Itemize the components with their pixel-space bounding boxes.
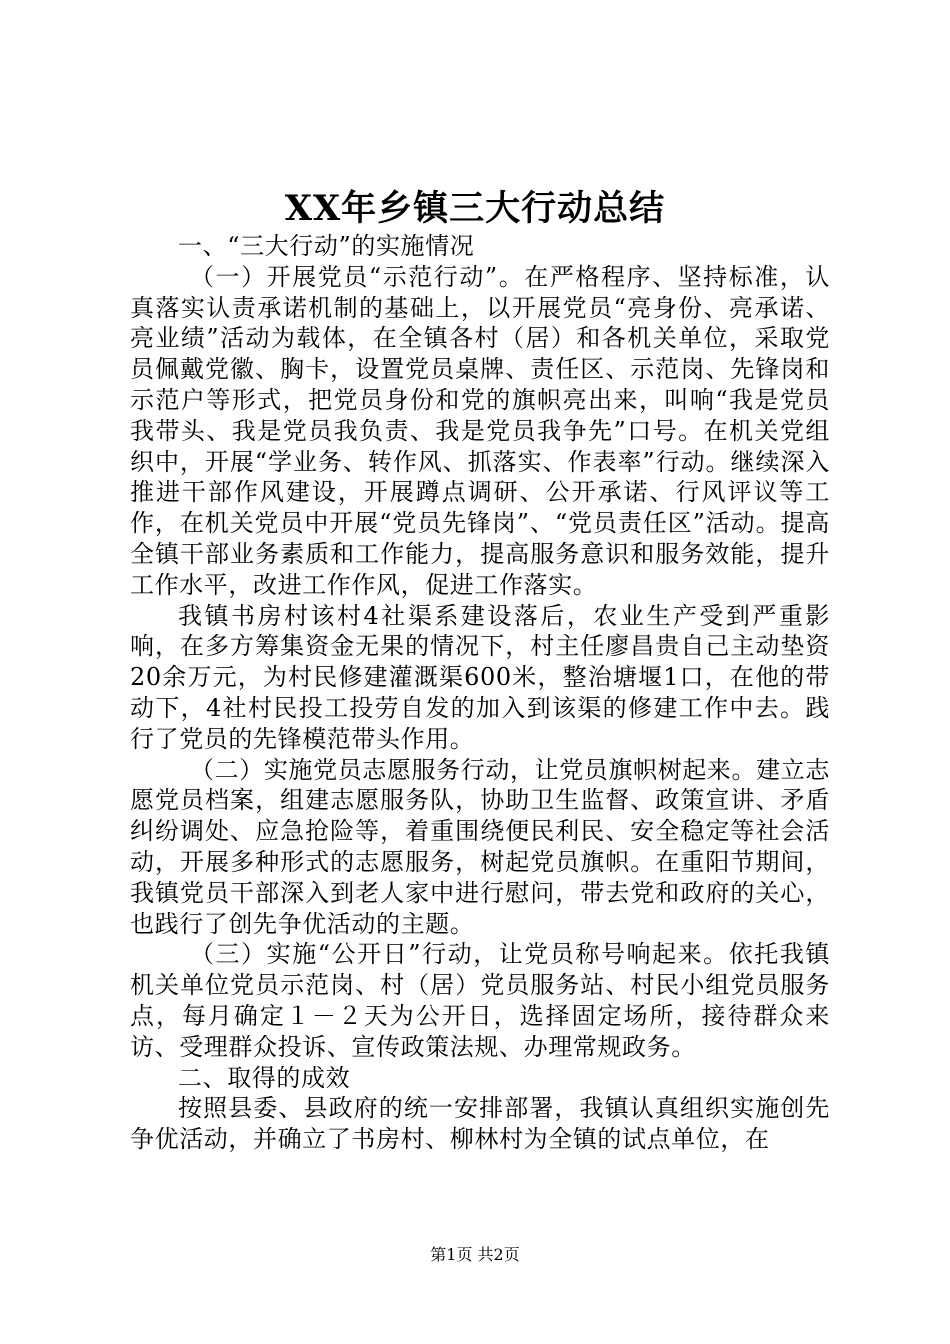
paragraph-achievements: 按照县委、县政府的统一安排部署，我镇认真组织实施创先争优活动，并确立了书房村、柳林村为全镇的试点单位，在	[130, 1094, 830, 1154]
paragraph-open-day-action: （三）实施“公开日”行动，让党员称号响起来。依托我镇机关单位党员示范岗、村（居）党员服务站、村民小组党员服务点，每月确定１－２天为公开日，选择固定场所，接待群众来访、受理群众投诉、宣传政策法规、办理常规政务。	[130, 940, 830, 1061]
document-body	[130, 231, 830, 1155]
paragraph-shufang-village-example: 我镇书房村该村4社渠系建设落后，农业生产受到严重影响，在多方筹集资金无果的情况下，村主任廖昌贵自己主动垫资20余万元，为村民修建灌溉渠600米，整治塘堰1口，在他的带动下，4社村民投工投劳自发的加入到该渠的修建工作中去。践行了党员的先锋模范带头作用。	[130, 601, 830, 753]
section-heading-1: 一、“三大行动”的实施情况	[178, 232, 475, 260]
section-heading-2: 二、取得的成效	[178, 1063, 351, 1092]
paragraph-volunteer-action: （二）实施党员志愿服务行动，让党员旗帜树起来。建立志愿党员档案，组建志愿服务队，协助卫生监督、政策宣讲、矛盾纠纷调处、应急抢险等，着重围绕便民利民、安全稳定等社会活动，开展多种形式的志愿服务，树起党员旗帜。在重阳节期间，我镇党员干部深入到老人家中进行慰问，带去党和政府的关心，也践行了创先争优活动的主题。	[130, 755, 830, 938]
page-footer: 第1页 共2页	[430, 1245, 520, 1264]
document-title: XX年乡镇三大行动总结	[284, 188, 666, 229]
paragraph-demonstration-action: （一）开展党员“示范行动”。在严格程序、坚持标准，认真落实认责承诺机制的基础上，以开展党员“亮身份、亮承诺、亮业绩”活动为载体，在全镇各村（居）和各机关单位，采取党员佩戴党徽、胸卡，设置党员桌牌、责任区、示范岗、先锋岗和示范户等形式，把党员身份和党的旗帜亮出来，叫响“我是党员我带头、我是党员我负责、我是党员我争先”口号。在机关党组织中，开展“学业务、转作风、抓落实、作表率”行动。继续深入推进干部作风建设，开展蹲点调研、公开承诺、行风评议等工作，在机关党员中开展“党员先锋岗”、“党员责任区”活动。提高全镇干部业务素质和工作能力，提高服务意识和服务效能，提升工作水平，改进工作作风，促进工作落实。	[130, 262, 830, 599]
